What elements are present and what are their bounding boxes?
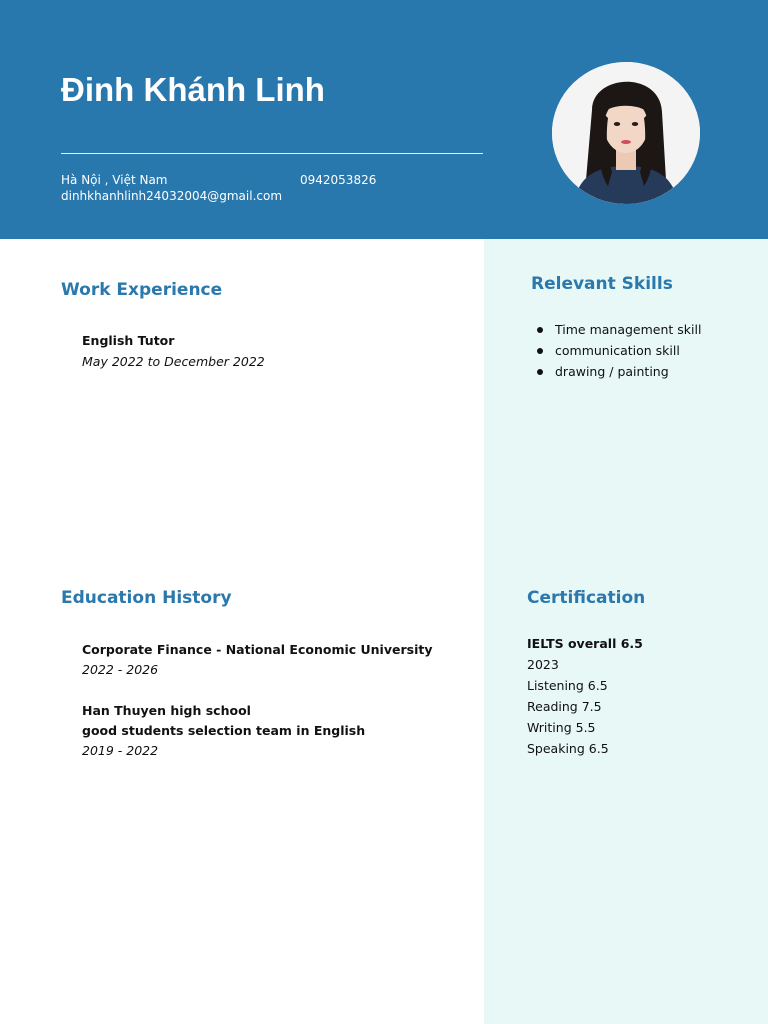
certification-score: Reading 7.5 <box>527 699 602 714</box>
certification-year: 2023 <box>527 657 559 672</box>
header-divider <box>61 153 483 154</box>
skill-item: Time management skill <box>533 319 701 340</box>
education-item-dates: 2022 - 2026 <box>82 662 159 677</box>
full-name: Đinh Khánh Linh <box>61 71 325 108</box>
skill-item: communication skill <box>533 340 701 361</box>
education-heading: Education History <box>61 588 232 608</box>
work-dates: May 2022 to December 2022 <box>82 354 265 369</box>
work-role: English Tutor <box>82 333 175 348</box>
certification-score: Listening 6.5 <box>527 678 608 693</box>
profile-photo <box>552 62 700 204</box>
skill-item: drawing / painting <box>533 361 701 382</box>
skills-list <box>533 319 701 382</box>
education-item-title: Corporate Finance - National Economic University <box>82 642 433 657</box>
certification-score: Writing 5.5 <box>527 720 596 735</box>
education-item-title: Han Thuyen high school <box>82 703 251 718</box>
header-banner <box>0 0 768 239</box>
profile-photo-illustration <box>552 62 700 204</box>
location-text: Hà Nội , Việt Nam <box>61 173 168 187</box>
skills-heading: Relevant Skills <box>531 274 673 294</box>
certification-score: Speaking 6.5 <box>527 741 609 756</box>
email-text: dinhkhanhlinh24032004@gmail.com <box>61 189 283 203</box>
work-experience-heading: Work Experience <box>61 280 223 300</box>
education-item-dates: 2019 - 2022 <box>82 743 159 758</box>
certification-name: IELTS overall 6.5 <box>527 636 643 651</box>
phone-text: 0942053826 <box>300 173 377 187</box>
education-item-subtitle: good students selection team in English <box>82 723 366 738</box>
certification-heading: Certification <box>527 588 646 608</box>
